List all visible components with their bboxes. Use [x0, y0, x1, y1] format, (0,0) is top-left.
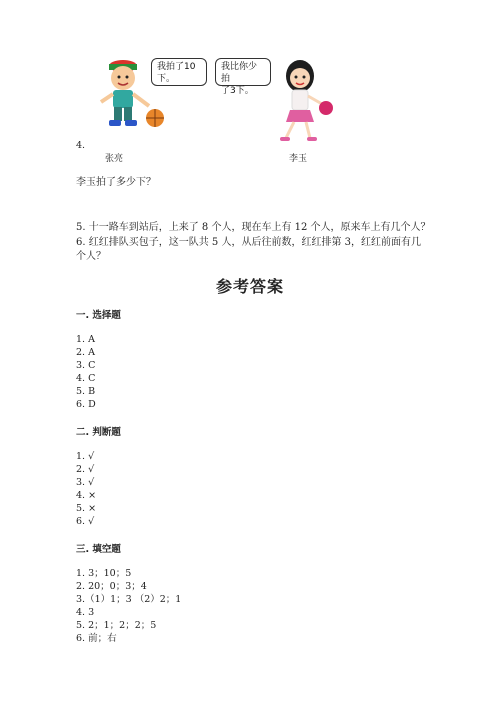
- question4-illustration: [85, 48, 425, 166]
- speech-bubble-right: [215, 58, 271, 96]
- question4-ask: 李玉拍了多少下？: [76, 177, 156, 188]
- question5-text: 5. 十一路车到站后，上来了 8 个人，现在车上有 12 个人，原来车上有几个人？: [76, 222, 431, 233]
- answer-item: 4. 3: [76, 607, 95, 618]
- answer-item: 3. C: [76, 360, 96, 371]
- answer-item: 3. √: [76, 477, 95, 488]
- answer-item: 5. B: [76, 386, 96, 397]
- section-title-judge: 二. 判断题: [76, 427, 121, 438]
- bubble-left-line1: 我拍了10: [157, 62, 196, 72]
- answer-item: 1. 3；10；5: [76, 568, 132, 579]
- answer-item: 1. A: [76, 334, 95, 345]
- answers-heading: 参考答案: [215, 277, 284, 296]
- answer-item: 2. A: [76, 347, 95, 358]
- answer-item: 2. √: [76, 464, 95, 475]
- question4-number: 4.: [76, 140, 86, 151]
- answer-item: 1. √: [76, 451, 95, 462]
- question6-text-line2: 个人？: [76, 251, 106, 262]
- answer-item: 3.（1）1；3 （2）2；1: [76, 594, 182, 605]
- speech-bubble-left: [151, 58, 207, 86]
- name-left-label: 张亮: [105, 154, 124, 164]
- section-title-choice: 一. 选择题: [76, 310, 121, 321]
- answer-item: 6. D: [76, 399, 96, 410]
- bubble-right-line2: 了3下。: [221, 86, 254, 96]
- answer-item: 5. ×: [76, 503, 97, 514]
- answer-item: 4. C: [76, 373, 96, 384]
- answer-item: 4. ×: [76, 490, 97, 501]
- answer-item: 5. 2；1；2；2；5: [76, 620, 157, 631]
- answer-item: 6. 前；右: [76, 633, 117, 644]
- bubble-right-line1: 我比你少拍: [221, 62, 258, 84]
- bubble-left-line2: 下。: [157, 74, 176, 84]
- answer-item: 6. √: [76, 516, 95, 527]
- question6-text-line1: 6. 红红排队买包子，这一队共 5 人，从后往前数，红红排第 3，红红前面有几: [76, 237, 421, 248]
- name-right-label: 李玉: [289, 154, 308, 164]
- answer-item: 2. 20；0；3；4: [76, 581, 147, 592]
- girl-ball-figure: [270, 58, 340, 146]
- section-title-fill: 三. 填空题: [76, 544, 121, 555]
